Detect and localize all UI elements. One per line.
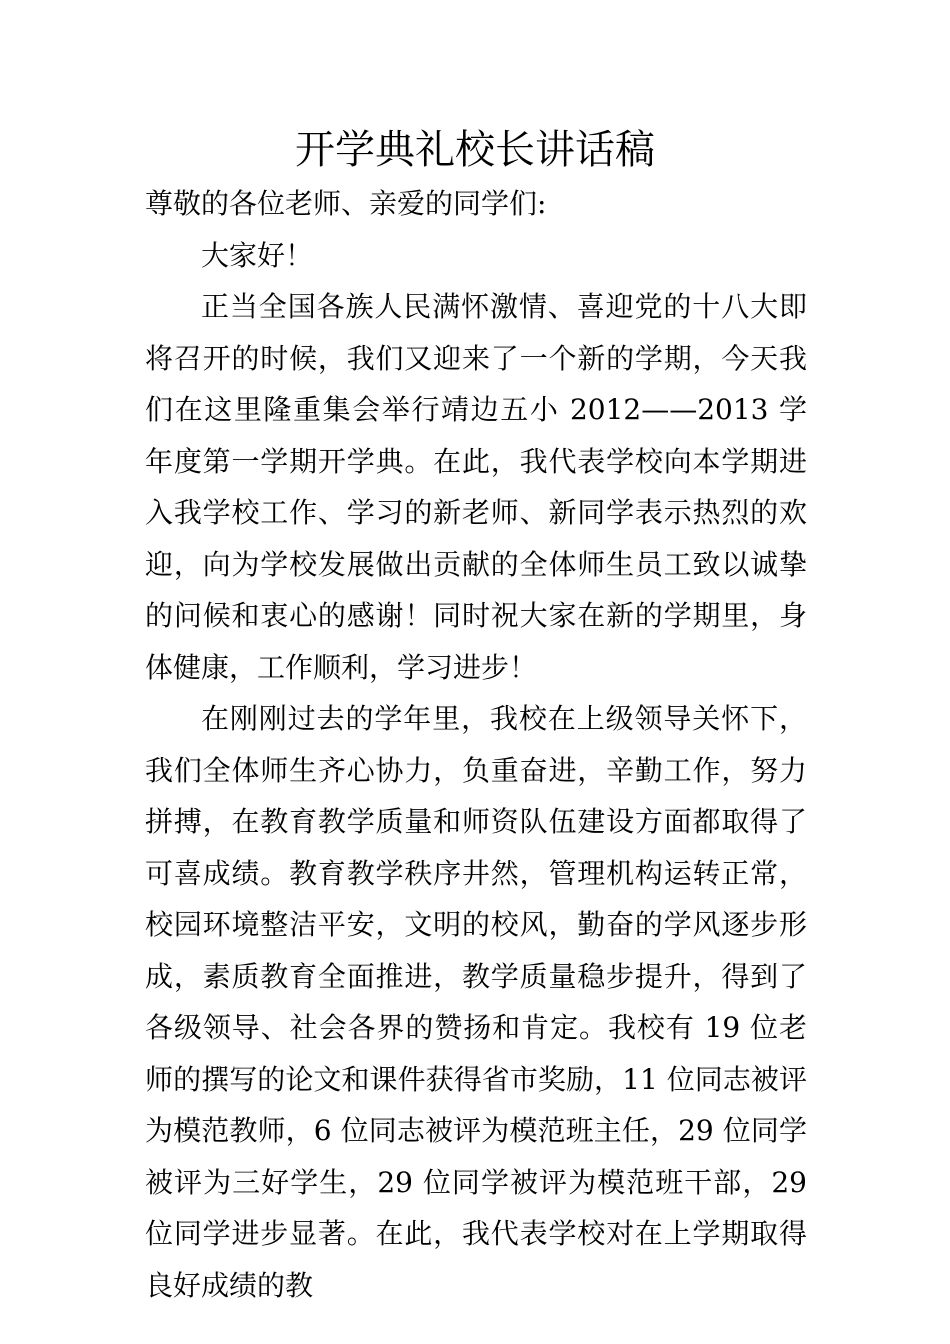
paragraph-2: 在刚刚过去的学年里，我校在上级领导关怀下，我们全体师生齐心协力，负重奋进，辛勤工作，努力拼搏，在教育教学质量和师资队伍建设方面都取得了可喜成绩。教育教学秩序井然，管理机构运转正常，校园环境整洁平安，文明的校风，勤奋的学风逐步形成，素质教育全面推进，教学质量稳步提升，得到了各级领导、社会各界的赞扬和肯定。我校有 19 位老师的撰写的论文和课件获得省市奖励，11 位同志被评为模范教师，6 位同志被评为模范班主任，29 位同学被评为三好学生，29 位同学被评为模范班干部，29 位同学进步显著。在此，我代表学校对在上学期取得良好成绩的教 xyxy=(145,702,807,1302)
salutation: 尊敬的各位老师、亲爱的同学们: xyxy=(145,187,547,220)
paragraph-1: 正当全国各族人民满怀激情、喜迎党的十八大即将召开的时候，我们又迎来了一个新的学期，今天我们在这里隆重集会举行靖边五小 2012——2013 学年度第一学期开学典。在此，我代表学校向本学期进入我学校工作、学习的新老师、新同学表示热烈的欢迎，向为学校发展做出贡献的全体师生员工致以诚挚的问候和衷心的感谢！同时祝大家在新的学期里，身体健康，工作顺利，学习进步！ xyxy=(145,290,807,684)
document-body xyxy=(145,178,807,1311)
document-title: 开学典礼校长讲话稿 xyxy=(295,127,655,173)
greeting: 大家好！ xyxy=(201,238,314,272)
